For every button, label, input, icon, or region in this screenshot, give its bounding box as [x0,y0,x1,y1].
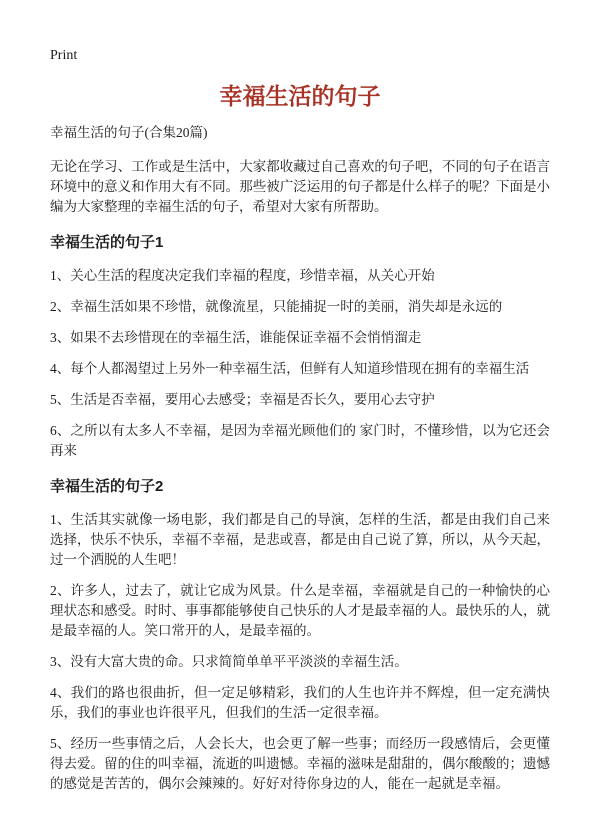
sentence-item: 1、生活其实就像一场电影，我们都是自己的导演，怎样的生活，都是由我们自己来选择，快乐不快乐，幸福不幸福，是悲或喜，都是由自己说了算，所以，从今天起，过一个洒脱的人生吧！ [50,512,550,567]
sentence-item: 5、生活是否幸福，要用心去感受；幸福是否长久，要用心去守护 [50,392,435,407]
sentence-item: 4、每个人都渴望过上另外一种幸福生活，但鲜有人知道珍惜现在拥有的幸福生活 [50,361,530,376]
sentence-item: 3、没有大富大贵的命。只求简简单单平平淡淡的幸福生活。 [50,654,408,669]
sentence-item: 2、许多人，过去了，就让它成为风景。什么是幸福，幸福就是自己的一种愉快的心理状态和感受。时时、事事都能够使自己快乐的人才是最幸福的人。最快乐的人，就是最幸福的人。笑口常开的人，是最幸福的。 [50,583,550,638]
sentence-item: 1、关心生活的程度决定我们幸福的程度，珍惜幸福，从关心开始 [50,268,435,283]
section-1-heading: 幸福生活的句子1 [50,234,164,251]
sentence-item: 6、之所以有太多人不幸福，是因为幸福光顾他们的 家门时，不懂珍惜，以为它还会再来 [50,423,550,458]
print-link[interactable]: Print [50,48,78,63]
sentence-item: 2、幸福生活如果不珍惜，就像流星，只能捕捉一时的美丽，消失却是永远的 [50,299,503,314]
section-2-heading: 幸福生活的句子2 [50,478,164,495]
page-title: 幸福生活的句子 [219,83,381,109]
article-subtitle: 幸福生活的句子(合集20篇) [50,125,208,140]
sentence-item: 5、经历一些事情之后，人会长大，也会更了解一些事；而经历一段感情后，会更懂得去爱。留的住的叫幸福，流逝的叫遗憾。幸福的滋味是甜甜的，偶尔酸酸的；遗憾的感觉是苦苦的，偶尔会辣辣的。好好对待你身边的人，能在一起就是幸福。 [50,736,550,791]
sentence-item: 3、如果不去珍惜现在的幸福生活，谁能保证幸福不会悄悄溜走 [50,330,422,345]
intro-paragraph: 无论在学习、工作或是生活中，大家都收藏过自己喜欢的句子吧，不同的句子在语言环境中的意义和作用大有不同。那些被广泛运用的句子都是什么样子的呢？下面是小编为大家整理的幸福生活的句子，希望对大家有所帮助。 [50,159,550,214]
sentence-item: 4、我们的路也很曲折，但一定足够精彩，我们的人生也许并不辉煌，但一定充满快乐，我们的事业也许很平凡，但我们的生活一定很幸福。 [50,685,550,720]
